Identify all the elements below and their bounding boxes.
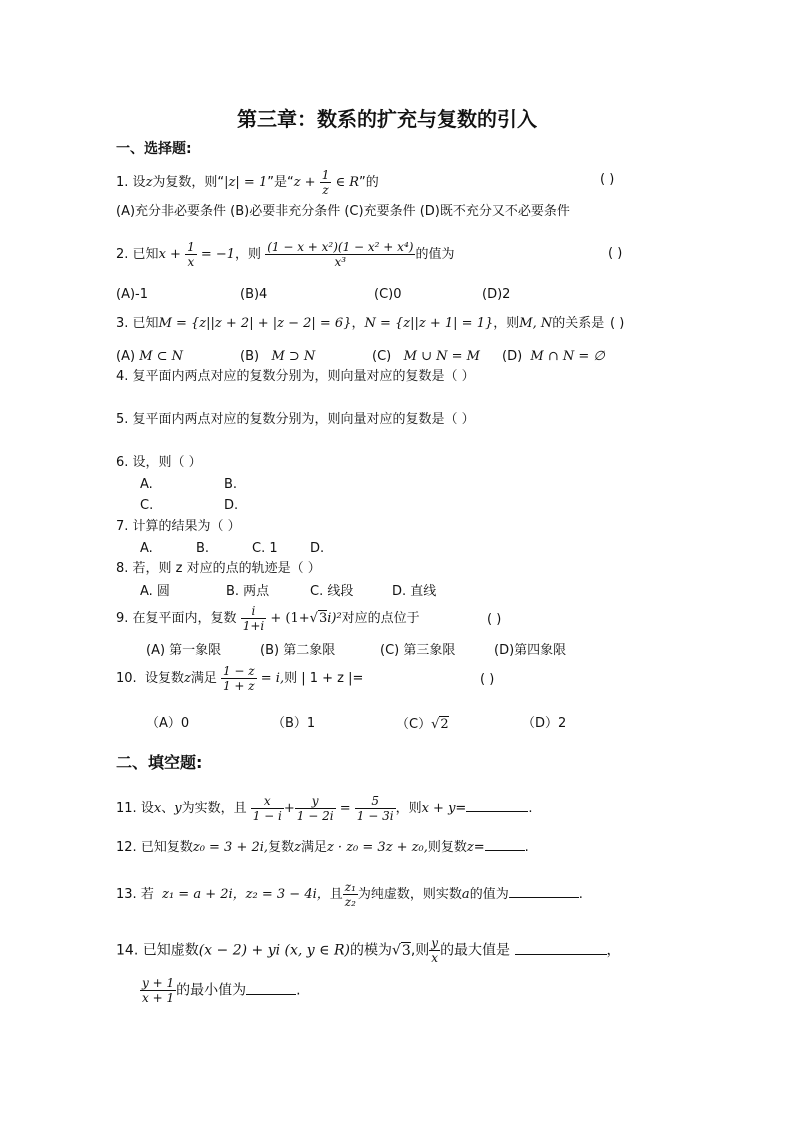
q8-option-b: B. 两点 bbox=[226, 584, 270, 599]
q1-text: ”是“ bbox=[267, 175, 294, 190]
q3-mn: M, N bbox=[519, 316, 553, 331]
q2-text: 已知 bbox=[132, 247, 159, 262]
q2-frac1-num: 1 bbox=[187, 240, 195, 254]
q1-cond: |z| = 1 bbox=[224, 175, 268, 190]
question-5: 5. 复平面内两点对应的复数分别为，则向量对应的复数是（ ） bbox=[116, 412, 475, 427]
q11-text: ，则 bbox=[395, 801, 422, 816]
q3-option-c-label: (C) bbox=[372, 349, 392, 364]
q14-answer-blank-2[interactable] bbox=[246, 982, 296, 995]
question-7: 7. 计算的结果为（ ） bbox=[116, 519, 241, 534]
q1-rhs: ∈ R bbox=[335, 175, 360, 190]
q13-text: 且 bbox=[329, 887, 343, 902]
q11-fraction-1 bbox=[251, 794, 284, 823]
q13-z2: z₂ = 3 − 4i， bbox=[245, 887, 330, 902]
q10-frac-den: 1 + z bbox=[222, 679, 255, 693]
q10-fraction bbox=[221, 664, 257, 693]
q1-var-z: z bbox=[145, 175, 153, 190]
q14-number: 14. bbox=[116, 942, 139, 959]
q3-set-n: N = {z||z + 1| = 1} bbox=[364, 316, 494, 331]
q11-frac1-den: 1 − i bbox=[252, 809, 282, 823]
q11-number: 11. bbox=[116, 801, 137, 816]
q9-tail: i)² bbox=[327, 611, 342, 626]
q14-frac1-den: x bbox=[431, 951, 439, 965]
question-2 bbox=[116, 240, 454, 269]
q2-option-a: (A)-1 bbox=[116, 287, 148, 302]
q3-option-a-expr: M ⊂ N bbox=[139, 349, 184, 364]
q9-fraction bbox=[241, 604, 267, 633]
question-1 bbox=[116, 168, 379, 197]
q2-fraction-2 bbox=[265, 240, 415, 269]
q14-text: 的模为 bbox=[349, 942, 392, 959]
section-choice-heading: 一、选择题: bbox=[116, 141, 192, 157]
q12-text: 满足 bbox=[300, 840, 327, 855]
question-4: 4. 复平面内两点对应的复数分别为，则向量对应的复数是（ ） bbox=[116, 369, 475, 384]
q3-text: 的关系是 bbox=[552, 316, 605, 331]
q11-frac2-num: y bbox=[295, 794, 336, 809]
q14-fraction-1 bbox=[429, 936, 440, 965]
q13-z1: z₁ = a + 2i， bbox=[162, 887, 246, 902]
q1-frac-num: 1 bbox=[321, 168, 330, 182]
q6-option-d: D. bbox=[224, 498, 239, 513]
q11-var-y: y bbox=[174, 801, 182, 816]
q10-option-c-sqrt: 2 bbox=[440, 717, 449, 732]
q2-frac2-num: (1 − x + x²)(1 − x² + x⁴) bbox=[267, 240, 414, 254]
q13-frac-num: z₁ bbox=[344, 880, 356, 894]
q12-number: 12. bbox=[116, 840, 137, 855]
q7-option-b: B. bbox=[196, 541, 210, 556]
q13-number: 13. bbox=[116, 887, 137, 902]
question-14-part-2 bbox=[140, 976, 301, 1005]
section-fill-heading: 二、填空题: bbox=[116, 753, 203, 772]
q9-option-a: (A) 第一象限 bbox=[146, 643, 222, 658]
q11-var-x: x bbox=[153, 801, 162, 816]
q14-dot: . bbox=[296, 982, 301, 999]
q11-text: 、 bbox=[161, 801, 175, 816]
q1-options: (A)充分非必要条件 (B)必要非充分条件 (C)充要条件 (D)既不充分又不必要条件 bbox=[116, 204, 570, 219]
q3-option-b-label: (B) bbox=[240, 349, 260, 364]
q3-option-a bbox=[116, 349, 183, 365]
q1-text: 为复数，则“ bbox=[152, 175, 225, 190]
q9-plus: + (1+ bbox=[270, 611, 310, 626]
q10-text: 则 | 1 + z |= bbox=[284, 671, 364, 686]
q11-frac1-num: x bbox=[251, 794, 284, 809]
q11-text: 为实数，且 bbox=[181, 801, 247, 816]
q12-dot: . bbox=[524, 840, 529, 855]
question-8: 8. 若，则 z 对应的点的轨迹是（ ） bbox=[116, 561, 321, 576]
q14-expr: (x − 2) + yi (x, y ∈ R) bbox=[198, 942, 350, 959]
q12-text: 复数 bbox=[268, 840, 295, 855]
q9-option-b: (B) 第二象限 bbox=[260, 643, 336, 658]
q11-text: 设 bbox=[140, 801, 154, 816]
q2-number: 2. bbox=[116, 247, 129, 262]
q1-lhs: z + bbox=[293, 175, 316, 190]
q10-option-c-label: （C） bbox=[396, 717, 432, 732]
q13-answer-blank[interactable] bbox=[509, 885, 579, 898]
q7-option-d: D. bbox=[310, 541, 325, 556]
q12-text: 则复数 bbox=[427, 840, 467, 855]
q14-text: 已知虚数 bbox=[142, 942, 199, 959]
q7-option-a: A. bbox=[140, 541, 153, 556]
question-6: 6. 设，则（ ） bbox=[116, 455, 202, 470]
q2-fraction-1 bbox=[185, 240, 197, 269]
q9-answer-paren[interactable]: ( ) bbox=[487, 612, 502, 627]
q14-comma: ， bbox=[606, 942, 621, 959]
question-13 bbox=[116, 880, 583, 909]
q3-option-c-expr: M ∪ N = M bbox=[403, 349, 480, 364]
q11-eq: = bbox=[455, 801, 467, 816]
q1-number: 1. bbox=[116, 175, 129, 190]
q14-sqrt: 3 bbox=[401, 942, 411, 959]
q14-frac2-num: y + 1 bbox=[142, 976, 175, 990]
q13-fraction bbox=[343, 880, 358, 909]
q1-text: 设 bbox=[132, 175, 146, 190]
question-14: 14. 已知虚数(x − 2) + yi (x, y ∈ R)的模为√3,则 $\frac{y}{x}$ 的最大值是 ， bbox=[116, 936, 621, 965]
q10-option-b: （B）1 bbox=[272, 716, 316, 731]
q9-text: 在复平面内，复数 bbox=[132, 611, 237, 626]
q14-frac2-den: x + 1 bbox=[142, 991, 175, 1005]
q2-frac1-den: x bbox=[187, 255, 195, 269]
q8-option-c: C. 线段 bbox=[310, 584, 354, 599]
q2-option-b: (B)4 bbox=[240, 287, 268, 302]
q13-frac-den: z₂ bbox=[344, 895, 356, 909]
q10-option-d: （D）2 bbox=[522, 716, 567, 731]
q9-option-d: (D)第四象限 bbox=[494, 643, 567, 658]
q9-text: 对应的点位于 bbox=[341, 611, 420, 626]
q1-text: ”的 bbox=[359, 175, 379, 190]
q3-number: 3. bbox=[116, 316, 129, 331]
q12-var-z: z bbox=[466, 840, 474, 855]
q11-fraction-3 bbox=[355, 794, 396, 823]
q12-var-z: z bbox=[294, 840, 301, 855]
q2-eq: = −1 bbox=[200, 247, 236, 262]
q2-answer-paren[interactable]: ( ) bbox=[608, 246, 623, 261]
q3-option-a-label: (A) bbox=[116, 349, 136, 364]
question-12 bbox=[116, 838, 529, 856]
q11-plus: + bbox=[283, 801, 295, 816]
q3-set-m: M = {z||z + 2| + |z − 2| = 6} bbox=[158, 316, 352, 331]
q12-answer-blank[interactable] bbox=[485, 838, 525, 851]
question-3 bbox=[116, 316, 604, 332]
q3-text: ， bbox=[351, 316, 365, 331]
q13-text: 为纯虚数，则实数 bbox=[357, 887, 462, 902]
q2-option-d: (D)2 bbox=[482, 287, 511, 302]
q10-answer-paren[interactable]: ( ) bbox=[480, 672, 495, 687]
q12-z0: z₀ = 3 + 2i, bbox=[192, 840, 269, 855]
q13-dot: . bbox=[578, 887, 583, 902]
q10-text: 设复数 bbox=[144, 671, 184, 686]
q6-option-b: B. bbox=[224, 477, 238, 492]
q3-option-b bbox=[240, 349, 315, 365]
q9-frac-num: i bbox=[241, 604, 267, 619]
question-10 bbox=[116, 664, 363, 693]
q3-text: 已知 bbox=[132, 316, 159, 331]
q11-fraction-2 bbox=[295, 794, 336, 823]
q13-text: 若 bbox=[140, 887, 154, 902]
q10-option-c: （C）√2 bbox=[396, 717, 449, 732]
q14-text: 的最大值是 bbox=[440, 942, 511, 959]
q1-fraction bbox=[320, 168, 332, 197]
q6-option-c: C. bbox=[140, 498, 154, 513]
q2-frac2-den: x³ bbox=[334, 255, 347, 269]
q11-xy: x + y bbox=[421, 801, 456, 816]
q14-text: ,则 bbox=[410, 942, 430, 959]
q10-var-z: z bbox=[183, 671, 191, 686]
q10-eq: = i, bbox=[260, 671, 285, 686]
q8-option-a: A. 圆 bbox=[140, 584, 170, 599]
q14-frac1-num: y bbox=[431, 936, 439, 950]
q10-number: 10. bbox=[116, 671, 137, 686]
q12-cond: z · z₀ = 3z + z₀, bbox=[326, 840, 428, 855]
q3-answer-paren[interactable]: ( ) bbox=[610, 316, 625, 331]
q11-dot: . bbox=[528, 801, 533, 816]
q10-text: 满足 bbox=[190, 671, 217, 686]
q11-frac3-num: 5 bbox=[355, 794, 396, 809]
q14-text: 的最小值为 bbox=[176, 982, 247, 999]
q9-number: 9. bbox=[116, 611, 129, 626]
q3-option-d-label: (D) bbox=[502, 349, 523, 364]
q3-option-d-expr: M ∩ N = ∅ bbox=[530, 349, 605, 364]
q14-fraction-2 bbox=[140, 976, 176, 1005]
q10-option-a: （A）0 bbox=[146, 716, 190, 731]
q3-option-b-expr: M ⊃ N bbox=[271, 349, 316, 364]
q1-frac-den: z bbox=[322, 183, 329, 197]
q3-option-d bbox=[502, 349, 605, 365]
q7-option-c: C. 1 bbox=[252, 541, 278, 556]
q11-answer-blank[interactable] bbox=[466, 799, 528, 812]
q12-text: 已知复数 bbox=[140, 840, 193, 855]
q13-var-a: a bbox=[461, 887, 470, 902]
q11-frac2-den: 1 − 2i bbox=[296, 809, 334, 823]
q9-option-c: (C) 第三象限 bbox=[380, 643, 456, 658]
q10-frac-num: 1 − z bbox=[222, 664, 255, 678]
q11-eq: = bbox=[339, 801, 351, 816]
q2-option-c: (C)0 bbox=[374, 287, 402, 302]
q3-text: ，则 bbox=[493, 316, 520, 331]
q2-lhs: x + bbox=[158, 247, 181, 262]
q11-frac3-den: 1 − 3i bbox=[356, 809, 394, 823]
q9-sqrt: 3 bbox=[318, 611, 328, 626]
page-title: 第三章：数系的扩充与复数的引入 bbox=[237, 107, 537, 131]
q2-text: ，则 bbox=[235, 247, 262, 262]
q3-option-c bbox=[372, 349, 480, 365]
q13-text: 的值为 bbox=[469, 887, 509, 902]
question-11 bbox=[116, 794, 532, 823]
q12-eq: = bbox=[473, 840, 485, 855]
q1-answer-paren[interactable]: ( ) bbox=[600, 172, 615, 187]
question-9: 9. 在复平面内，复数 $\frac{i}{1+i}$ + (1+√3i)²对应的点位于 bbox=[116, 604, 420, 633]
q8-option-d: D. 直线 bbox=[392, 584, 437, 599]
q9-frac-den: 1+i bbox=[242, 619, 265, 633]
q14-answer-blank-1[interactable] bbox=[515, 942, 607, 955]
q2-text: 的值为 bbox=[415, 247, 455, 262]
q6-option-a: A. bbox=[140, 477, 153, 492]
